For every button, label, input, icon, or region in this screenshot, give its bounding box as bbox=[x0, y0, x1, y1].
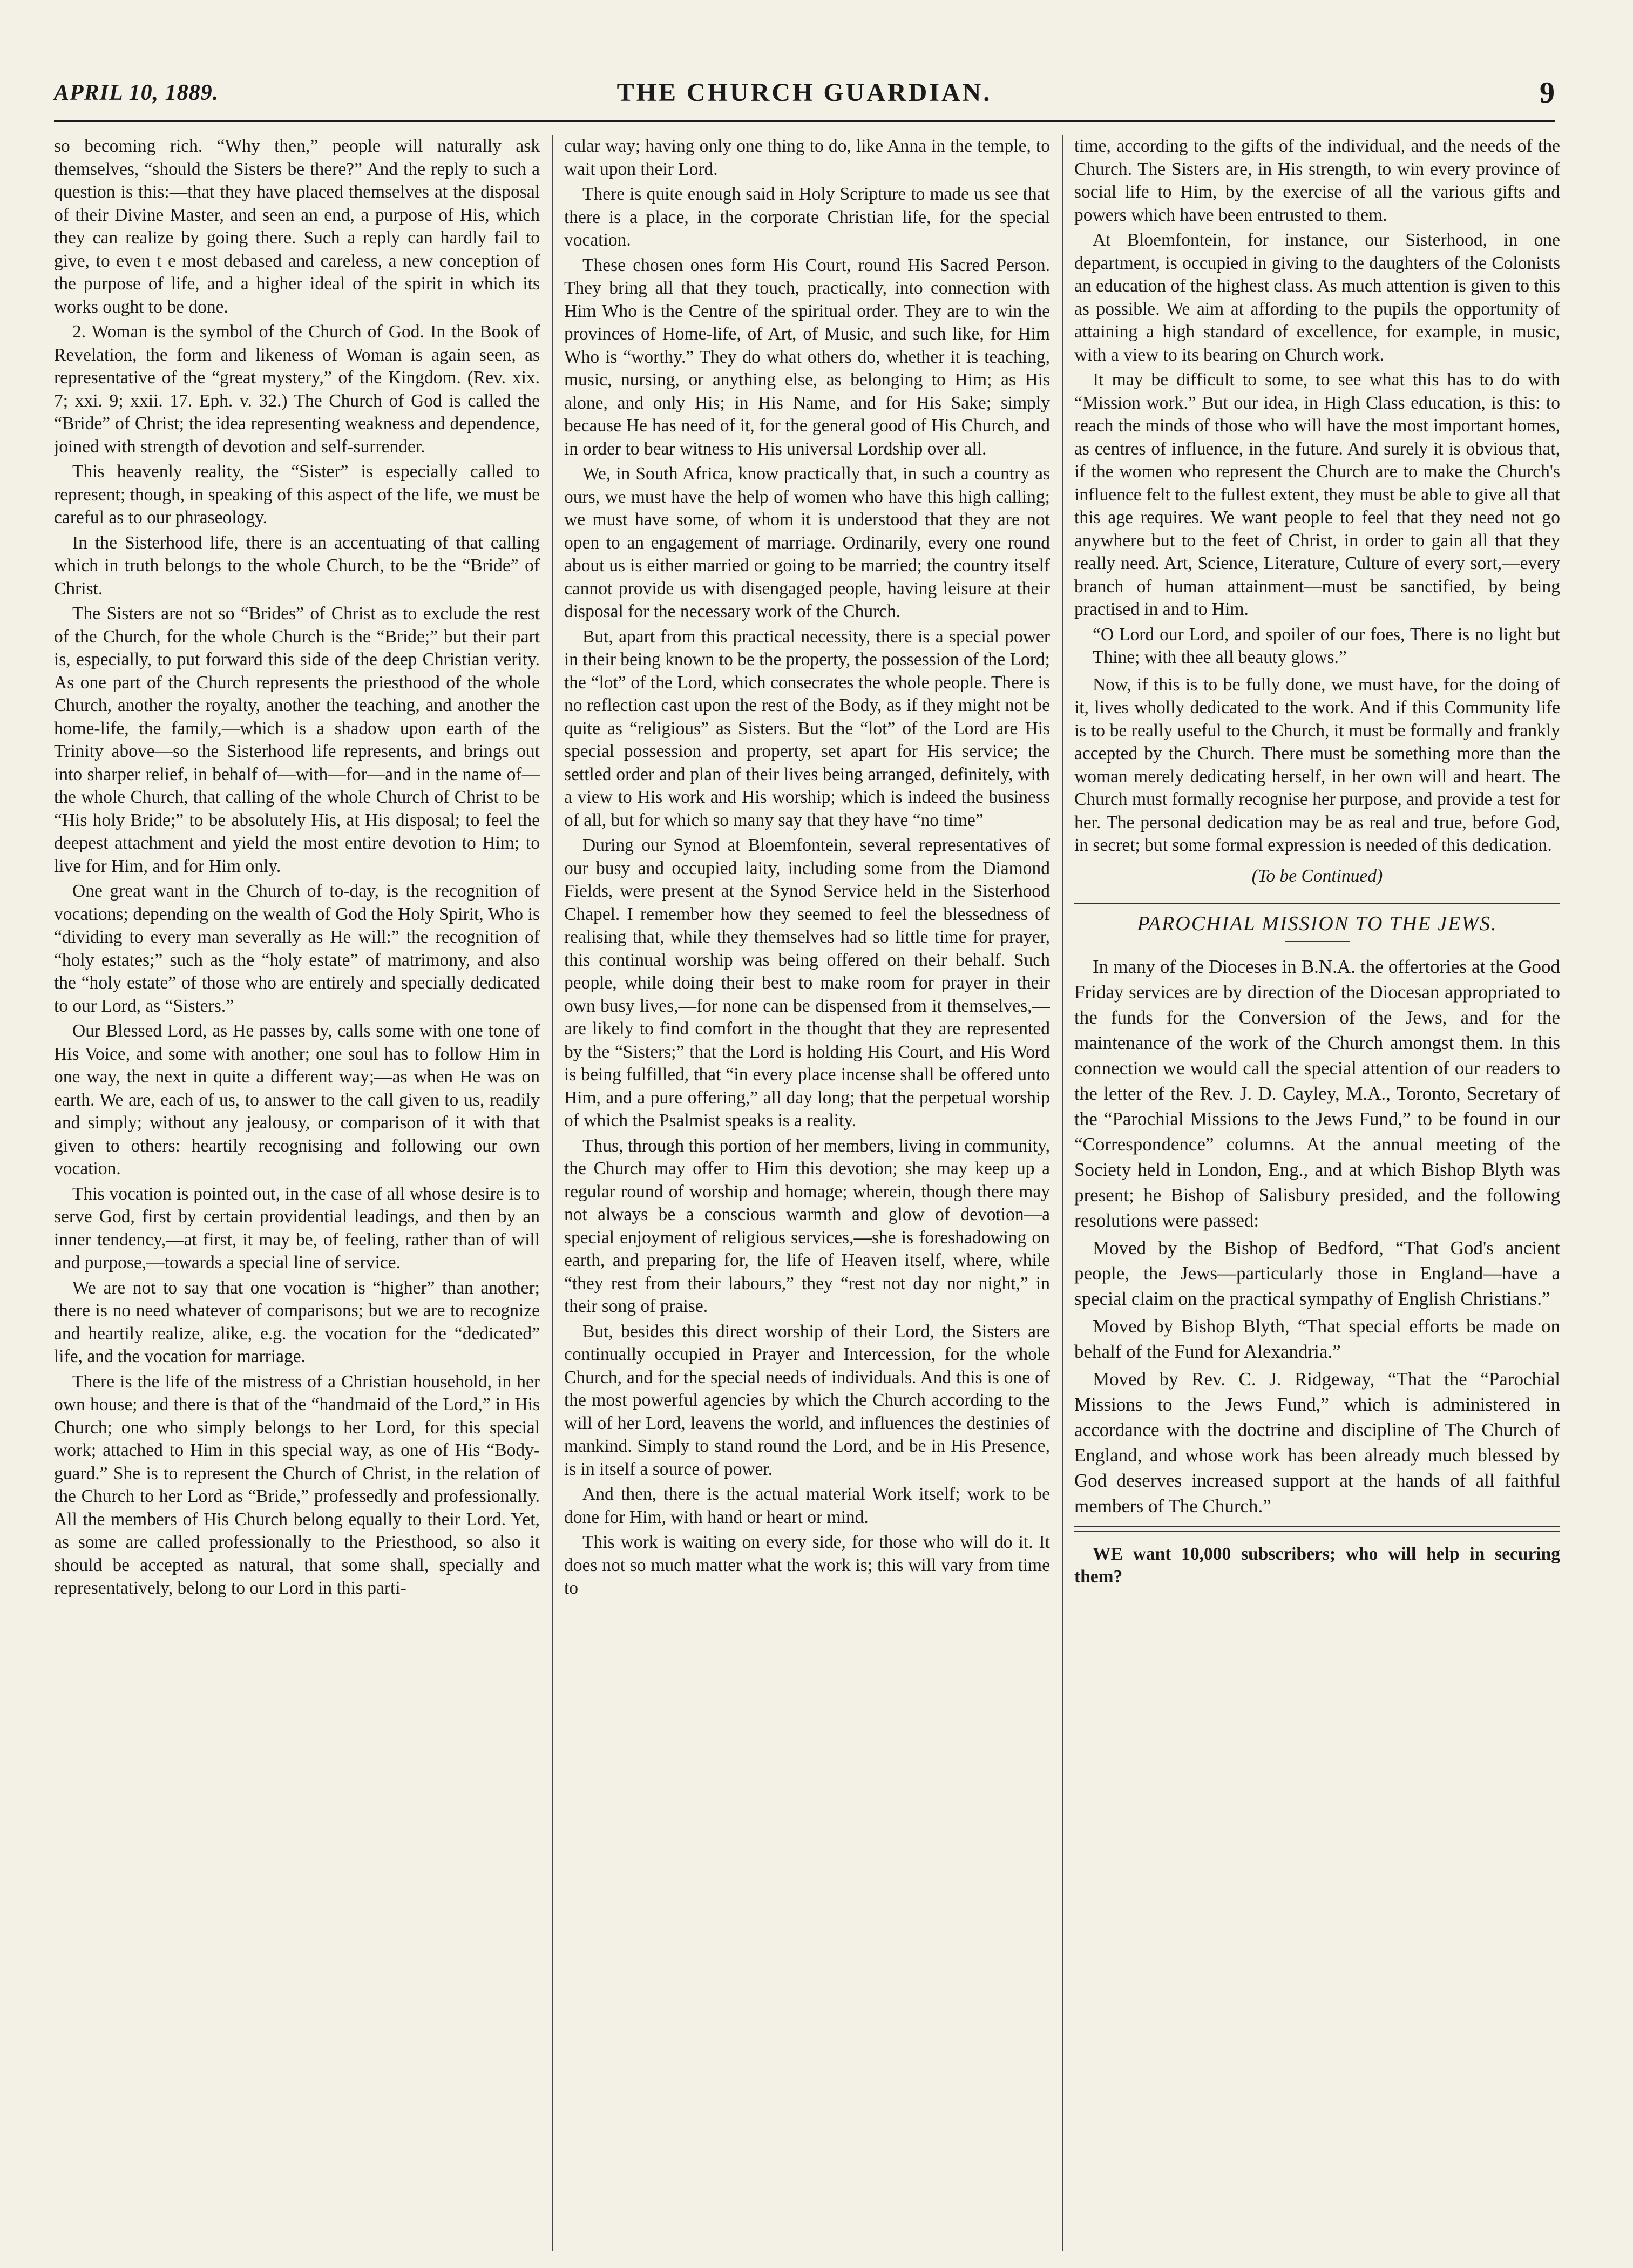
column-1 bbox=[54, 135, 540, 2257]
section-rule bbox=[1074, 903, 1560, 904]
paragraph: We, in South Africa, know practically that, in such a country as ours, we must have the help of women who have this high calling; we must have some, of whom it is understood that they are not open to an engagement of marriage. Ordinarily, every one round about us is either married or going to be married; the country itself cannot provide us with disengaged people, having leisure at their disposal for the necessary work of the Church. bbox=[564, 464, 1050, 621]
paragraph: Moved by the Bishop of Bedford, “That God's ancient people, the Jews—particularly those in England—have a special claim on the practical sympathy of English Christians.” bbox=[1074, 1237, 1560, 1309]
header-rule bbox=[54, 120, 1555, 122]
column-divider bbox=[1062, 135, 1063, 2251]
subscribers-notice: WE want 10,000 subscribers; who will help in securing them? bbox=[1074, 1543, 1560, 1587]
paragraph: time, according to the gifts of the individual, and the needs of the Church. The Sisters are, in His strength, to win every province of social life to Him, by the exercise of all the various gifts and powers which have been entrusted to them. bbox=[1074, 136, 1560, 225]
paragraph: Our Blessed Lord, as He passes by, calls some with one tone of His Voice, and some with another; one soul has to follow Him in one way, the next in quite a different way;—as when He was on earth. We are, each of us, to answer to the call given to us, readily and simply; without any jealousy, or comparison of it with that given to others: heartily recognising and following our own vocation. bbox=[54, 1021, 540, 1179]
paragraph: Thus, through this portion of her members, living in community, the Church may offer to Him this devotion; she may keep up a regular round of worship and homage; wherein, though there may not always be a conscious warmth and glow of devotion—a special enjoyment of religious services,—she is foreshadowing on earth, and preparing for, the life of Heaven itself, where, while “they rest from their labours,” they “rest not day nor night,” in their song of praise. bbox=[564, 1135, 1050, 1316]
paragraph: There is the life of the mistress of a Christian household, in her own house; and there is that of the “handmaid of the Lord,” in His Church; one who simply belongs to her Lord, for this special work; attached to Him in this special way, as one of His “Body-guard.” She is to represent the Church of Christ, in the relation of the Church to her Lord as “Bride,” professedly and professionally. All the members of His Church belong equally to their Lord. Yet, as some are called professionally to the Priesthood, so also it should be accepted as natural, that some shall, specially and representatively, belong to our Lord in this parti- bbox=[54, 1371, 540, 1598]
paragraph: But, besides this direct worship of their Lord, the Sisters are continually occupied in Prayer and Intercession, for the whole Church, and for the special needs of individuals. And this is one of the most powerful agencies by which the Church according to the will of her Lord, leavens the world, and influences the destinies of mankind. Simply to stand round the Lord, and be in His Presence, is in itself a source of power. bbox=[564, 1321, 1050, 1479]
paragraph: During our Synod at Bloemfontein, several representatives of our busy and occupied laity, including some from the Diamond Fields, were present at the Synod Service held in the Sisterhood Chapel. I remember how they seemed to feel the blessedness of realising that, while they themselves had so little time for prayer, this continual worship was being offered on their behalf. Such people, while doing their best to make room for prayer in their own busy lives,—for none can be dispensed from it themselves,—are likely to find comfort in the thought that they are represented by the “Sisters;” that the Lord is holding His Court, and His Word is being fulfilled, that “in every place incense shall be offered unto Him, and a pure offering,” all day long; that the perpetual worship of which the Psalmist speaks is a reality. bbox=[564, 835, 1050, 1130]
paragraph: But, apart from this practical necessity, there is a special power in their being known to be the property, the possession of the Lord; the “lot” of the Lord, which consecrates the whole people. There is no reflection cast upon the rest of the Body, as if they might not be quite as “religious” as Sisters. But the “lot” of the Lord are His special possession and property, set apart for His service; the settled order and plan of their lives being arranged, definitely, with a view to His work and His worship; which is indeed the business of all, but for which so many say that they have “no time” bbox=[564, 626, 1050, 830]
page-number: 9 bbox=[1540, 76, 1555, 110]
section-heading: PAROCHIAL MISSION TO THE JEWS. bbox=[1137, 912, 1498, 935]
paragraph: These chosen ones form His Court, round His Sacred Person. They bring all that they touch, practically, into connection with Him Who is the Centre of the spiritual order. They are to win the provinces of Home-life, of Art, of Music, and such like, for Him Who is “worthy.” They do what others do, whether it is teaching, music, nursing, or anything else, as belonging to Him; as His alone, and only His; in His Name, and for His Sake; simply because He has need of it, for the general good of His Church, and in order to bear witness to His universal Lordship over all. bbox=[564, 255, 1050, 459]
masthead-title: THE CHURCH GUARDIAN. bbox=[616, 78, 992, 107]
paragraph: In the Sisterhood life, there is an accentuating of that calling which in truth belongs to the whole Church, to be the “Bride” of Christ. bbox=[54, 532, 540, 599]
paragraph: And then, there is the actual material Work itself; work to be done for Him, with hand or heart or mind. bbox=[564, 1484, 1050, 1527]
paragraph: Moved by Rev. C. J. Ridgeway, “That the “Parochial Missions to the Jews Fund,” which is administered in accordance with the doctrine and discipline of The Church of England, and whose work has been already much blessed by God deserves increased support at the hands of all faithful members of The Church.” bbox=[1074, 1368, 1560, 1516]
paragraph: There is quite enough said in Holy Scripture to made us see that there is a place, in the corporate Christian life, for the special vocation. bbox=[564, 184, 1050, 250]
paragraph: so becoming rich. “Why then,” people will naturally ask themselves, “should the Sisters be there?” And the reply to such a question is this:—that they have placed themselves at the disposal of their Divine Master, and seen an end, a purpose of His, which they can realize by going there. Such a reply can hardly fail to give, to even t e most debased and careless, a new conception of the purpose of life, and a higher ideal of the spirit in which its works ought to be done. bbox=[54, 136, 540, 317]
paragraph: The Sisters are not so “Brides” of Christ as to exclude the rest of the Church, for the whole Church is the “Bride;” but their part is, especially, to put forward this side of the deep Christian verity. As one part of the Church represents the priesthood of the whole Church, another the royalty, another the teaching, and another the home-life, the family,—which is a shadow upon earth of the Trinity above—so the Sisterhood life represents, and brings out into sharper relief, in behalf of—with—for—and in the name of—the whole Church, that calling of the whole Church of Christ to be “His holy Bride;” to be absolutely His, at His disposal; to feel the deepest attachment and yield the most entire devotion to Him; to live for Him, and for Him only. bbox=[54, 604, 540, 876]
paragraph: At Bloemfontein, for instance, our Sisterhood, in one department, is occupied in giving to the daughters of the Colonists an education of the highest class. As much attention is given to this as possible. We aim at affording to the pupils the opportunity of attaining a high standard of excellence, for example, in music, with a view to its bearing on Church work. bbox=[1074, 230, 1560, 365]
column-2 bbox=[564, 135, 1050, 2257]
paragraph: It may be difficult to some, to see what this has to do with “Mission work.” But our idea, in High Class education, is this: to reach the minds of those who will have the most important homes, as centres of influence, in the future. And surely it is obvious that, if the women who represent the Church are to make the Church's influence felt to the fullest extent, they must be able to give all that this age requires. We want people to feel that they need not go anywhere but to the feet of Christ, in order to gain all that they really need. Art, Science, Literature, Culture of every sort,—every branch of human attainment—must be sanctified, by being practised in and to Him. bbox=[1074, 370, 1560, 619]
paragraph: In many of the Dioceses in B.N.A. the offertories at the Good Friday services are by direction of the Diocesan appropriated to the funds for the Conversion of the Jews, and for the maintenance of the work of the Church amongst them. In this connection we would call the special attention of our readers to the letter of the Rev. J. D. Cayley, M.A., Toronto, Secretary of the “Parochial Missions to the Jews Fund,” to be found in our “Correspondence” columns. At the annual meeting of the Society held in London, Eng., and at which Bishop Blyth was present; he Bishop of Salisbury presided, and the following resolutions were passed: bbox=[1074, 956, 1560, 1231]
heading-rule bbox=[1285, 941, 1350, 942]
issue-date: APRIL 10, 1889. bbox=[54, 80, 219, 105]
paragraph: Now, if this is to be fully done, we must have, for the doing of it, lives wholly dedicated to the work. And if this Community life is to be really useful to the Church, it must be formally and frankly accepted by the Church. There must be something more than the woman merely dedicating herself, in her own will and heart. The Church must formally recognise her purpose, and provide a test for her. The personal dedication may be as real and true, before God, in secret; but some formal expression is needed of this dedication. bbox=[1074, 674, 1560, 855]
column-3 bbox=[1074, 135, 1560, 2257]
column-divider bbox=[552, 135, 553, 2251]
verse-quotation: “O Lord our Lord, and spoiler of our foes, There is no light but Thine; with thee all beauty glows.” bbox=[1093, 624, 1560, 667]
page-header bbox=[54, 76, 1555, 113]
paragraph: This vocation is pointed out, in the case of all whose desire is to serve God, first by certain providential leadings, and then by an inner tendency,—at first, it may be, of feeling, rather than of will and purpose,—towards a special line of service. bbox=[54, 1183, 540, 1272]
paragraph: cular way; having only one thing to do, like Anna in the temple, to wait upon their Lord. bbox=[564, 136, 1050, 179]
double-rule bbox=[1074, 1526, 1560, 1532]
paragraph: This heavenly reality, the “Sister” is especially called to represent; though, in speaking of this aspect of the life, we must be careful as to our phraseology. bbox=[54, 462, 540, 527]
paragraph: One great want in the Church of to-day, is the recognition of vocations; depending on the wealth of God the Holy Spirit, Who is “dividing to every man severally as He will:” the recognition of “holy estates;” such as the “holy estate” of matrimony, and also the “holy estate” of those who are entirely and specially dedicated to our Lord, as “Sisters.” bbox=[54, 881, 540, 1016]
to-be-continued: (To be Continued) bbox=[1251, 865, 1383, 886]
paragraph: Moved by Bishop Blyth, “That special efforts be made on behalf of the Fund for Alexandria.” bbox=[1074, 1315, 1560, 1362]
paragraph: 2. Woman is the symbol of the Church of God. In the Book of Revelation, the form and likeness of Woman is again seen, as representative of the “great mystery,” of the Kingdom. (Rev. xix. 7; xxi. 9; xxii. 17. Eph. v. 32.) The Church of God is called the “Bride” of Christ; the idea representing weakness and dependence, joined with strength of devotion and self-surrender. bbox=[54, 322, 540, 457]
paragraph: This work is waiting on every side, for those who will do it. It does not so much matter what the work is; this will vary from time to bbox=[564, 1532, 1050, 1598]
mission-article bbox=[1074, 954, 1560, 1519]
paragraph: We are not to say that one vocation is “higher” than another; there is no need whatever of comparisons; but we are to recognize and heartily realize, alike, e.g. the vocation for the “dedicated” life, and the vocation for marriage. bbox=[54, 1277, 540, 1366]
